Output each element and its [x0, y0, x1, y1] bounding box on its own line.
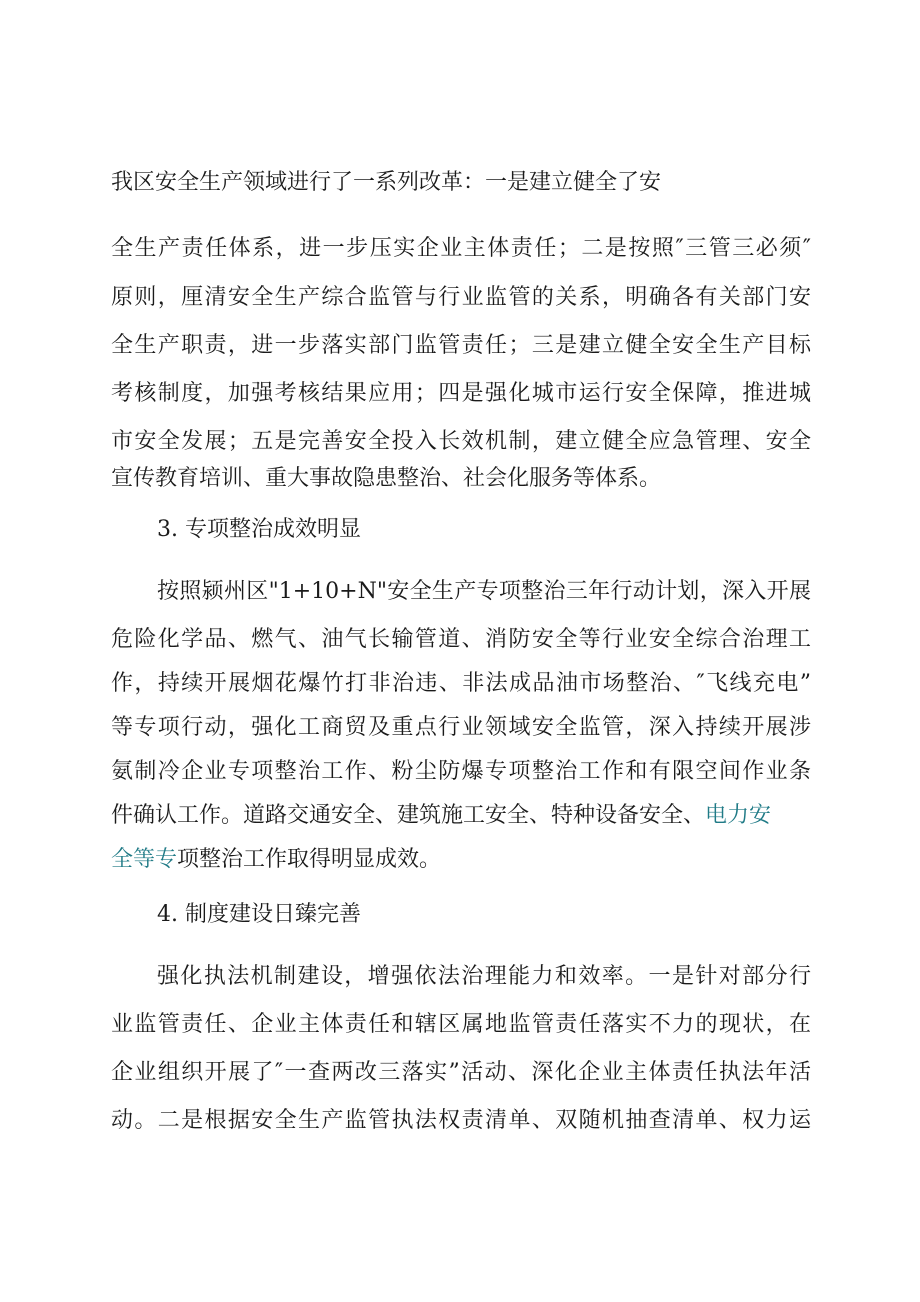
paragraph-line — [111, 845, 441, 875]
link-text: 全等专 — [111, 847, 178, 872]
paragraph-text: 项整治工作取得明显成效。 — [177, 847, 442, 872]
paragraph-line: 作，持续开展烟花爆竹打非治违、非法成品油市场整治、″飞线充电” — [111, 671, 811, 696]
paragraph-line: 考核制度，加强考核结果应用；四是强化城市运行安全保障，推进城 — [111, 381, 811, 406]
paragraph-line — [111, 801, 771, 831]
paragraph-line: 危险化学品、燃气、油气长输管道、消防安全等行业安全综合治理工 — [111, 627, 811, 652]
paragraph-line: 强化执法机制建设，增强依法治理能力和效率。一是针对部分行 — [157, 964, 811, 989]
paragraph-line: 宣传教育培训、重大事故隐患整治、社会化服务等体系。 — [111, 466, 662, 491]
paragraph-line: 企业组织开展了″一查两改三落实”活动、深化企业主体责任执法年活 — [111, 1060, 811, 1085]
section-heading-4: 4. 制度建设日臻完善 — [157, 902, 361, 927]
paragraph-line: 等专项行动，强化工商贸及重点行业领域安全监管，深入持续开展涉 — [111, 715, 811, 740]
paragraph-line: 氨制冷企业专项整治工作、粉尘防爆专项整治工作和有限空间作业条 — [111, 759, 811, 784]
paragraph-line: 原则，厘清安全生产综合监管与行业监管的关系，明确各有关部门安 — [111, 285, 811, 310]
section-heading-3: 3. 专项整治成效明显 — [157, 517, 361, 542]
paragraph-line: 全生产责任体系，进一步压实企业主体责任；二是按照″三管三必须″ — [111, 236, 811, 261]
paragraph-line: 业监管责任、企业主体责任和辖区属地监管责任落实不力的现状，在 — [111, 1012, 811, 1037]
intro-line: 我区安全生产领域进行了一系列改革：一是建立健全了安 — [111, 170, 662, 195]
paragraph-line: 按照颍州区"1+10+N"安全生产专项整治三年行动计划，深入开展 — [157, 579, 811, 604]
paragraph-line: 市安全发展；五是完善安全投入长效机制，建立健全应急管理、安全 — [111, 429, 811, 454]
paragraph-text: 件确认工作。道路交通安全、建筑施工安全、特种设备安全、 — [111, 803, 706, 828]
link-text: 电力安 — [705, 803, 772, 828]
paragraph-line: 动。二是根据安全生产监管执法权责清单、双随机抽查清单、权力运 — [111, 1108, 811, 1133]
paragraph-line: 全生产职责，进一步落实部门监管责任；三是建立健全安全生产目标 — [111, 333, 811, 358]
